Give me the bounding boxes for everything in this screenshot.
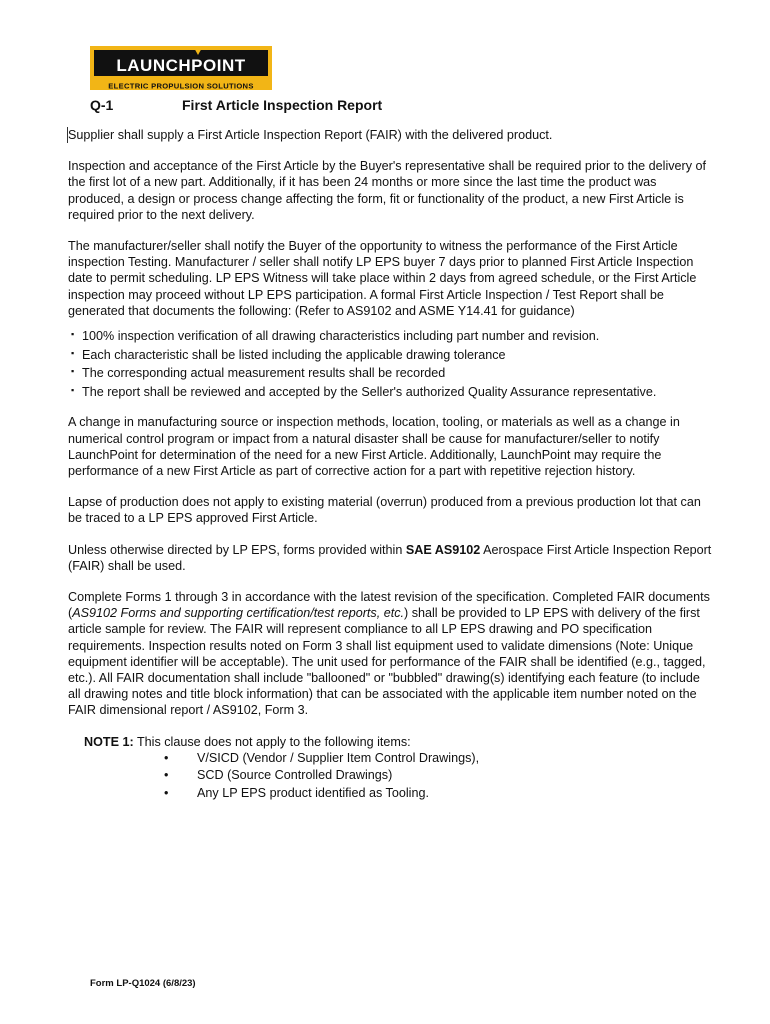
launchpoint-logo xyxy=(90,46,272,90)
list-item: ▪ 100% inspection verification of all drawing characteristics including part number and revision. xyxy=(68,328,713,344)
section-title: First Article Inspection Report xyxy=(182,97,383,113)
list-item: • Any LP EPS product identified as Tooling. xyxy=(164,785,713,803)
list-item: ▪ The corresponding actual measurement results shall be recorded xyxy=(68,365,713,381)
complete-forms-italic: AS9102 Forms and supporting certification/test reports, etc. xyxy=(72,606,405,621)
forms-standard-bold: SAE AS9102 xyxy=(405,542,481,557)
paragraph-supply-fair: Supplier shall supply a First Article Inspection Report (FAIR) with the delivered product. xyxy=(67,127,713,143)
list-item: ▪ Each characteristic shall be listed including the applicable drawing tolerance xyxy=(68,347,713,363)
paragraph-change-in-manufacturing: A change in manufacturing source or inspection methods, location, tooling, or materials as well as a change in numerical control program or impact from a natural disaster shall be cause for manufacturer/seller to notify LaunchPoint for determination of the need for a new First Article. Additionally, LaunchPoint may require the performance of a new First Article as part of corrective action for a part with repetitive rejection history. xyxy=(68,415,680,478)
list-item: • V/SICD (Vendor / Supplier Item Control Drawings), xyxy=(164,750,713,768)
note-text: This clause does not apply to the following items: xyxy=(133,734,411,749)
note-label: NOTE 1: xyxy=(84,734,134,749)
requirements-list xyxy=(68,328,713,400)
list-item: ▪ The report shall be reviewed and accepted by the Seller's authorized Quality Assurance representative. xyxy=(68,384,713,400)
forms-text-after: Aerospace First Article Inspection Report (FAIR) shall be used. xyxy=(68,542,712,573)
logo-graphic xyxy=(90,46,272,90)
logo-wordmark: LAUNCHPOINT xyxy=(116,56,246,75)
note-block xyxy=(84,734,713,803)
list-item: • SCD (Source Controlled Drawings) xyxy=(164,767,713,785)
complete-forms-before: Complete Forms 1 through 3 in accordance with the latest revision of the specification. Completed FAIR documents ( xyxy=(68,589,710,621)
document-body xyxy=(68,127,713,802)
paragraph-lapse-of-production: Lapse of production does not apply to existing material (overrun) produced from a previous production lot that can be traced to a LP EPS approved First Article. xyxy=(68,495,701,526)
paragraph-forms-provided xyxy=(68,542,713,574)
forms-text-before: Unless otherwise directed by LP EPS, forms provided within xyxy=(68,542,406,557)
paragraph-complete-forms xyxy=(68,589,713,719)
paragraph-notify-buyer: The manufacturer/seller shall notify the Buyer of the opportunity to witness the performance of the First Article inspection Testing. Manufacturer / seller shall notify LP EPS buyer 7 days prior to planned First Article Inspection date to permit scheduling. LP EPS Witness will take place within 2 days from agreed schedule, or the First Article inspection may proceed without LP EPS participation. A formal First Article Inspection / Test Report shall be generated that documents the following: (Refer to AS9102 and ASME Y14.41 for guidance) xyxy=(68,239,697,318)
logo-tagline: ELECTRIC PROPULSION SOLUTIONS xyxy=(108,81,254,90)
paragraph-inspection-acceptance: Inspection and acceptance of the First Article by the Buyer's representative shall be required prior to the delivery of the first lot of a new part. Additionally, if it has been 24 months or more since the last time the product was produced, a design or process change affecting the form, fit or functionality of the product, a new First Article is required prior to the next delivery. xyxy=(68,159,707,222)
form-footer: Form LP-Q1024 (6/8/23) xyxy=(90,978,196,989)
note-intro xyxy=(84,734,713,750)
complete-forms-after: ) shall be provided to LP EPS with delivery of the first article sample for review. The FAIR will represent compliance to all LP EPS drawing and PO specification requirements. Inspection results noted on Form 3 shall list equipment used to validate dimensions (Note: Unique equipment identifier will be acceptable). The unit used for performance of the FAIR shall be identified (e.g., tagged, etc.). All FAIR documentation shall include "ballooned" or "bubbled" drawing(s) identifying each feature (to include all drawing notes and title block information) that can be associated with the applicable item number noted on the FAIR dimensional report / AS9102, Form 3. xyxy=(68,606,706,718)
section-number: Q-1 xyxy=(90,97,114,113)
note-items-list xyxy=(84,750,713,803)
